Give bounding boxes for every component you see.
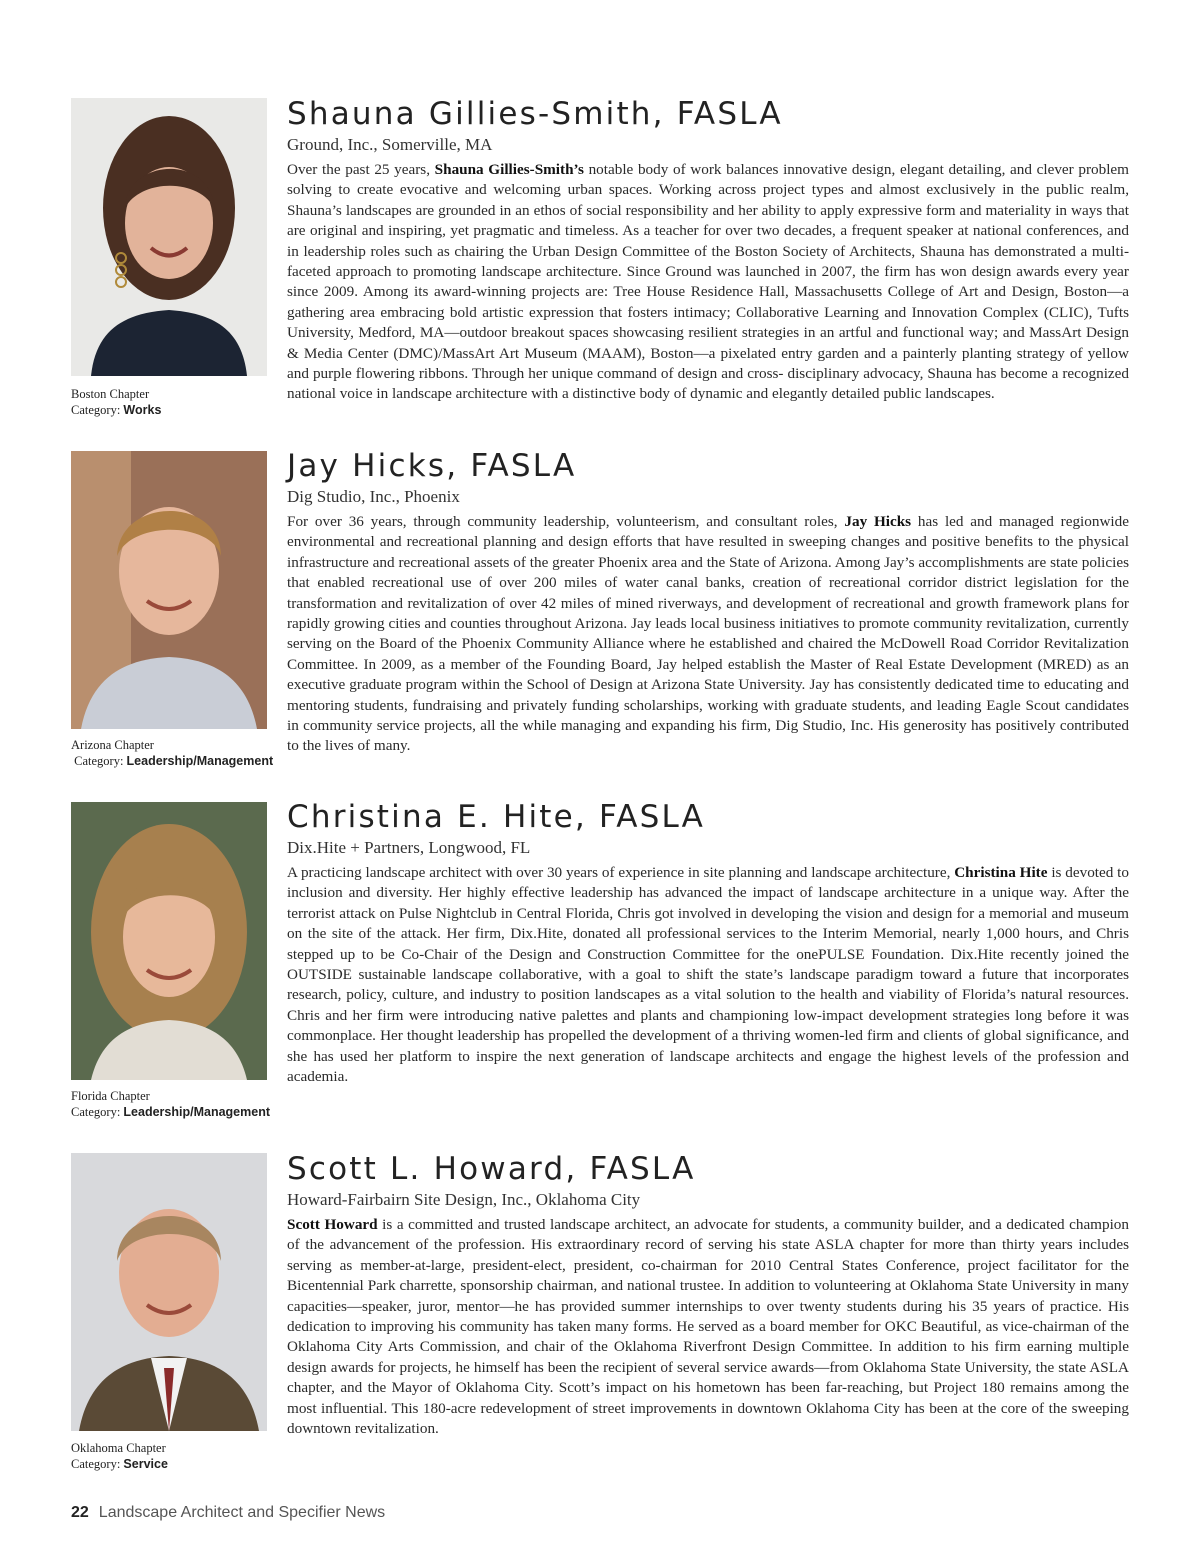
category-value: Leadership/Management (123, 1105, 270, 1119)
firm-location: Dix.Hite + Partners, Longwood, FL (287, 838, 531, 857)
chapter-name: Boston Chapter (71, 387, 150, 401)
portrait-photo-jay (71, 451, 267, 729)
chapter-info (71, 1440, 168, 1472)
profile-text (287, 446, 1129, 757)
category-line (71, 753, 273, 769)
chapter-name: Oklahoma Chapter (71, 1441, 166, 1455)
category-value: Works (123, 403, 162, 417)
category-label: Category: (74, 754, 124, 768)
bio-highlight-name: Jay Hicks (844, 513, 912, 530)
publication-name: Landscape Architect and Specifier News (98, 1504, 386, 1521)
category-line (71, 1456, 168, 1472)
firm-location: Ground, Inc., Somerville, MA (287, 135, 493, 154)
profile-text (287, 94, 1129, 405)
category-label: Category: (71, 1105, 121, 1119)
profile-bio: Scott Howard is a committed and trusted landscape architect, an advocate for students, a community builder, and a dedicated champion of the advancement of the profession. His extraordinary record of serving his state ASLA chapter for more than thirty years includes serving as member-at-large, president-elect, president, co-chairman for 2010 Central States Conference, project facilitator for the Bicentennial Park charrette, sponsorship chairman, and national trustee. In addition to volunteering at Oklahoma State University in many capacities—speaker, juror, mentor—he has provided summer internships to over twenty students during his 35 years of practice. His dedication to improving his community has taken many forms. He served as a board member for OKC Beautiful, as vice-chairman of the Oklahoma City Arts Commission, and chair of the Oklahoma Riverfront Design Committee. In addition to his firm earning multiple design awards for projects, he himself has been the recipient of several service awards—from Oklahoma State University, the state ASLA chapter, and the Mayor of Oklahoma City. Scott’s impact on his hometown has been far-reaching, but Project 180 remains among the most influential. This 180-acre redevelopment of street improvements in downtown Oklahoma City has been at the core of the sweeping downtown revitalization. (287, 1216, 1129, 1438)
chapter-name: Arizona Chapter (71, 738, 154, 752)
category-value: Leadership/Management (126, 754, 274, 768)
profile-bio: For over 36 years, through community leadership, volunteerism, and consultant roles, Jay Hicks has led and managed regionwide environmental and recreational planning and design efforts that have resulted in sweeping changes and positive benefits to the physical infrastructure and recreational assets of the greater Phoenix area and the State of Arizona. Among Jay’s accomplishments are state policies that enabled recreational use of over 200 miles of water canal banks, creation of recreational corridor district legislation for the transformation and revitalization of over 42 miles of mined riverways, and development of recreational and growth framework plans for rapidly growing cities and counties throughout Arizona. Jay leads local business initiatives to promote community revitalization, currently serving on the Board of the Phoenix Community Alliance where he established and chaired the McDowell Road Corridor Revitalization Committee. In 2009, as a member of the Founding Board, Jay helped establish the Master of Real Estate Development (MRED) as an executive graduate program within the School of Design at Arizona State University. Jay has consistently dedicated time to educating and mentoring students, fundraising and privately funding scholarships, working with graduate students, and leading Eagle Scout candidates in community service projects, all the while managing and expanding his firm, Dig Studio, Inc. His generosity has positively contributed to the lives of many. (287, 513, 1129, 755)
profile-bio: Over the past 25 years, Shauna Gillies-Smith’s notable body of work balances innovative design, elegant detailing, and clever problem solving to create evocative and welcoming urban spaces. Working across project types and almost exclusively in the public realm, Shauna’s landscapes are grounded in an ethos of social responsibility and her ability to apply expressive form and materiality in ways that are original and inspiring, yet pragmatic and timeless. As a teacher for over two decades, a frequent speaker at national conferences, and in leadership roles such as chairing the Urban Design Committee of the Boston Society of Architects, Shauna has demonstrated a multi-faceted approach to promoting landscape architecture. Since Ground was launched in 2007, the firm has won design awards every year since 2009. Among its award-winning projects are: Tree House Residence Hall, Massachusetts College of Art and Design, Boston—a gathering area embracing bold artistic expression that fosters intimacy; Collaborative Learning and Innovation Complex (CLIC), Tufts University, Medford, MA—outdoor breakout spaces showcasing resilient strategies in an artful and functional way; and MassArt Design & Media Center (DMC)/MassArt Art Museum (MAAM), Boston—a pixelated entry garden and a painterly planting strategy of yellow and purple flowering ribbons. Through her unique command of design and cross- disciplinary advocacy, Shauna has become a recognized national voice in landscape architecture with a distinctive body of dynamic and elegantly detailed public landscapes. (287, 161, 1129, 403)
firm-location: Howard-Fairbairn Site Design, Inc., Oklahoma City (287, 1190, 641, 1209)
profile-name: Scott L. Howard, FASLA (287, 1151, 696, 1187)
category-line (71, 402, 161, 418)
bio-highlight-name: Scott Howard (287, 1216, 378, 1233)
chapter-info (71, 1088, 270, 1120)
category-label: Category: (71, 1457, 121, 1471)
bio-highlight-name: Shauna Gillies-Smith’s (434, 161, 584, 178)
category-value: Service (123, 1457, 168, 1471)
chapter-info (71, 737, 273, 769)
portrait-photo-christina (71, 802, 267, 1080)
page-number: 22 (71, 1504, 89, 1521)
chapter-name: Florida Chapter (71, 1089, 150, 1103)
category-line (71, 1104, 270, 1120)
chapter-info (71, 386, 161, 418)
page-footer (71, 1504, 385, 1522)
profile-name: Christina E. Hite, FASLA (287, 799, 706, 835)
profile-text (287, 797, 1129, 1087)
profile-text (287, 1149, 1129, 1439)
firm-location: Dig Studio, Inc., Phoenix (287, 487, 460, 506)
portrait-photo-scott (71, 1153, 267, 1431)
profile-name: Jay Hicks, FASLA (287, 448, 577, 484)
profile-name: Shauna Gillies-Smith, FASLA (287, 96, 783, 132)
portrait-photo-shauna (71, 98, 267, 376)
profile-bio: A practicing landscape architect with over 30 years of experience in site planning and landscape architecture, Christina Hite is devoted to inclusion and diversity. Her highly effective leadership has advanced the impact of landscape architecture in a unique way. After the terrorist attack on Pulse Nightclub in Central Florida, Chris got involved in developing the vision and design for a memorial and museum on the site of the attack. Her firm, Dix.Hite, donated all professional services to the Interim Memorial, nearly 1,000 hours, and Chris stepped up to be Co-Chair of the Design and Construction Committee for the onePULSE Foundation. Dix.Hite recently joined the OUTSIDE sustainable landscape collaborative, with a goal to shift the state’s landscape paradigm toward a future that incorporates research, policy, culture, and industry to position landscapes as a vital solution to the health and viability of Florida’s natural resources. Chris and her firm were introducing native palettes and plants and championing low-impact development strategies long before it was commonplace. Her thought leadership has propelled the development of a thriving women-led firm and clients of global significance, and she has used her platform to inspire the next generation of landscape architects and engage the highest levels of the profession and academia. (287, 864, 1129, 1086)
category-label: Category: (71, 403, 121, 417)
bio-highlight-name: Christina Hite (954, 864, 1048, 881)
